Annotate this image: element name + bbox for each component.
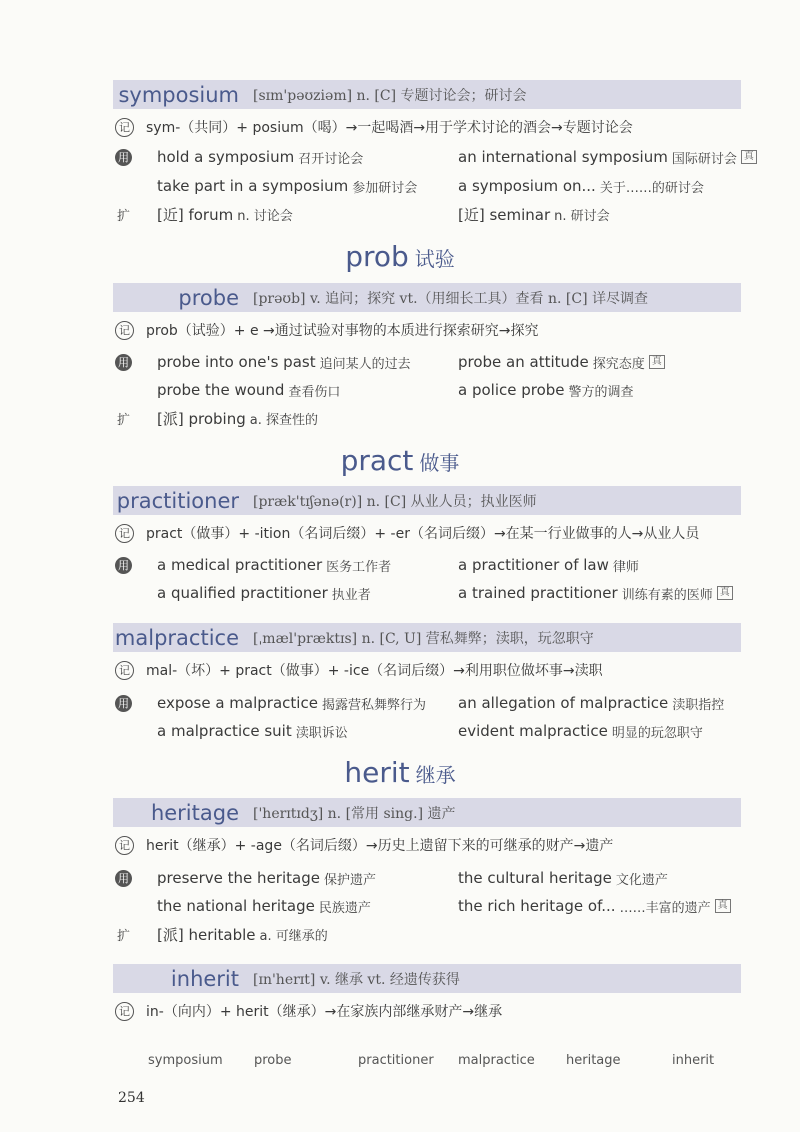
- usage-cn: 渎职指控: [672, 697, 725, 713]
- usage-row: [115, 146, 144, 168]
- usage-en: hold a symposium: [157, 148, 295, 166]
- usage-item: [157, 720, 348, 742]
- usage-en: preserve the heritage: [157, 869, 320, 887]
- usage-en: a qualified practitioner: [157, 584, 328, 602]
- usage-en: a police probe: [458, 381, 565, 399]
- mnemonic-row: [115, 1000, 502, 1022]
- entry-header-symposium: [113, 80, 741, 109]
- headword: symposium: [118, 82, 239, 107]
- footer-word: malpractice: [458, 1053, 535, 1068]
- definition: ['herɪtɪdʒ] n. [常用 sing.] 遗产: [253, 805, 456, 822]
- headword: malpractice: [114, 625, 239, 650]
- extension-item: [458, 203, 610, 225]
- section-title-prob: [0, 240, 800, 273]
- usage-cn: 执业者: [331, 587, 371, 603]
- root-gloss: 继承: [415, 763, 456, 787]
- usage-item: [157, 379, 340, 401]
- usage-item: [157, 895, 371, 917]
- mnemonic-icon: 记: [115, 661, 134, 680]
- usage-cn: 民族遗产: [318, 900, 371, 916]
- usage-en: the rich heritage of...: [458, 897, 616, 915]
- extension-cn: a. 探查性的: [249, 412, 318, 428]
- usage-cn: 明显的玩忽职守: [611, 725, 703, 741]
- definition: [ɪn'herɪt] v. 继承 vt. 经遗传获得: [253, 971, 460, 988]
- headword: inherit: [170, 966, 239, 991]
- usage-item: [458, 720, 703, 742]
- entry-header-practitioner: [113, 486, 741, 515]
- extension-item: [157, 923, 328, 945]
- mnemonic-icon: 记: [115, 118, 134, 137]
- usage-cn: 医务工作者: [326, 559, 392, 575]
- exam-tag: 真: [649, 355, 665, 369]
- extension-en: [近] forum: [157, 205, 234, 224]
- mnemonic-text: mal-（坏）+ pract（做事）+ -ice（名词后缀）→利用职位做坏事→渎职: [146, 663, 603, 679]
- extension-en: [派] heritable: [157, 925, 256, 944]
- usage-en: an international symposium: [458, 148, 668, 166]
- usage-en: a practitioner of law: [458, 556, 609, 574]
- extension-row: [115, 203, 144, 225]
- usage-item: [157, 582, 371, 604]
- usage-item: [458, 146, 757, 168]
- root-gloss: 做事: [419, 451, 460, 475]
- mnemonic-row: [115, 319, 539, 341]
- usage-item: [157, 692, 426, 714]
- usage-cn: 国际研讨会: [671, 151, 737, 167]
- entry-header-malpractice: [113, 623, 741, 652]
- usage-row: [115, 351, 144, 373]
- headword: probe: [178, 285, 239, 310]
- extension-icon: 扩: [116, 412, 130, 428]
- usage-en: a malpractice suit: [157, 722, 292, 740]
- mnemonic-text: prob（试验）+ e →通过试验对事物的本质进行探索研究→探究: [146, 323, 539, 339]
- mnemonic-text: herit（继承）+ -age（名词后缀）→历史上遗留下来的可继承的财产→遗产: [146, 838, 614, 854]
- headword: practitioner: [116, 488, 239, 513]
- usage-item: [157, 867, 376, 889]
- usage-en: probe an attitude: [458, 353, 589, 371]
- extension-row: [115, 923, 144, 945]
- usage-en: probe the wound: [157, 381, 285, 399]
- extension-cn: n. 讨论会: [237, 208, 293, 224]
- usage-item: [157, 146, 363, 168]
- extension-icon: 扩: [116, 928, 130, 944]
- section-title-herit: [0, 756, 800, 789]
- usage-cn: ……丰富的遗产: [619, 900, 711, 916]
- usage-cn: 警方的调查: [568, 384, 634, 400]
- usage-icon: 用: [115, 870, 132, 887]
- usage-item: [458, 867, 668, 889]
- usage-cn: 文化遗产: [615, 872, 668, 888]
- exam-tag: 真: [717, 586, 733, 600]
- usage-en: a medical practitioner: [157, 556, 323, 574]
- usage-en: a trained practitioner: [458, 584, 618, 602]
- footer-word: inherit: [672, 1053, 715, 1068]
- usage-cn: 召开讨论会: [298, 151, 364, 167]
- usage-icon: 用: [115, 557, 132, 574]
- exam-tag: 真: [715, 899, 731, 913]
- root-gloss: 试验: [414, 247, 455, 271]
- usage-item: [458, 895, 731, 917]
- mnemonic-icon: 记: [115, 1002, 134, 1021]
- usage-row: [115, 554, 144, 576]
- footer-word: practitioner: [358, 1053, 434, 1068]
- usage-item: [458, 379, 634, 401]
- usage-item: [157, 175, 417, 197]
- usage-icon: 用: [115, 354, 132, 371]
- footer-word: symposium: [148, 1053, 223, 1068]
- definition: [prəʊb] v. 追问；探究 vt.（用细长工具）查看 n. [C] 详尽调查: [253, 290, 648, 307]
- usage-cn: 参加研讨会: [352, 180, 418, 196]
- usage-cn: 查看伤口: [288, 384, 341, 400]
- mnemonic-text: pract（做事）+ -ition（名词后缀）+ -er（名词后缀）→在某一行业做事的人→从业人员: [146, 526, 700, 542]
- root-word: pract: [340, 444, 414, 477]
- root-word: prob: [345, 240, 409, 273]
- usage-cn: 关于……的研讨会: [599, 180, 704, 196]
- extension-item: [157, 407, 318, 429]
- extension-cn: a. 可继承的: [259, 928, 328, 944]
- usage-cn: 保护遗产: [323, 872, 376, 888]
- extension-cn: n. 研讨会: [554, 208, 610, 224]
- usage-en: an allegation of malpractice: [458, 694, 669, 712]
- usage-item: [157, 554, 391, 576]
- usage-item: [458, 351, 665, 373]
- usage-item: [458, 692, 724, 714]
- usage-cn: 揭露营私舞弊行为: [321, 697, 426, 713]
- extension-row: [115, 407, 144, 429]
- usage-icon: 用: [115, 695, 132, 712]
- usage-item: [458, 554, 639, 576]
- mnemonic-row: [115, 834, 613, 856]
- mnemonic-icon: 记: [115, 836, 134, 855]
- extension-icon: 扩: [116, 208, 130, 224]
- usage-row: [115, 692, 144, 714]
- definition: [præk'tɪʃənə(r)] n. [C] 从业人员；执业医师: [253, 493, 537, 510]
- extension-item: [157, 203, 293, 225]
- usage-en: the national heritage: [157, 897, 315, 915]
- usage-en: expose a malpractice: [157, 694, 318, 712]
- mnemonic-row: [115, 522, 699, 544]
- usage-cn: 律师: [612, 559, 639, 575]
- usage-item: [157, 351, 411, 373]
- usage-en: take part in a symposium: [157, 177, 349, 195]
- usage-en: evident malpractice: [458, 722, 608, 740]
- usage-cn: 探究态度: [592, 356, 645, 372]
- usage-cn: 渎职诉讼: [295, 725, 348, 741]
- section-title-pract: [0, 444, 800, 477]
- entry-header-inherit: [113, 964, 741, 993]
- usage-row: [115, 867, 144, 889]
- mnemonic-row: [115, 116, 633, 138]
- extension-en: [近] seminar: [458, 205, 551, 224]
- headword: heritage: [150, 800, 239, 825]
- usage-cn: 追问某人的过去: [319, 356, 411, 372]
- root-word: herit: [344, 756, 410, 789]
- usage-cn: 训练有素的医师: [621, 587, 713, 603]
- extension-en: [派] probing: [157, 409, 246, 428]
- mnemonic-icon: 记: [115, 524, 134, 543]
- usage-en: the cultural heritage: [458, 869, 612, 887]
- footer-word: probe: [254, 1053, 292, 1068]
- definition: [sɪm'pəʊziəm] n. [C] 专题讨论会；研讨会: [253, 87, 527, 104]
- exam-tag: 真: [741, 150, 757, 164]
- footer-word: heritage: [566, 1053, 621, 1068]
- mnemonic-text: sym-（共同）+ posium（喝）→一起喝酒→用于学术讨论的酒会→专题讨论会: [146, 120, 633, 136]
- mnemonic-icon: 记: [115, 321, 134, 340]
- page-number: 254: [118, 1090, 145, 1106]
- mnemonic-row: [115, 659, 603, 681]
- usage-icon: 用: [115, 149, 132, 166]
- usage-item: [458, 582, 733, 604]
- mnemonic-text: in-（向内）+ herit（继承）→在家族内部继承财产→继承: [146, 1004, 503, 1020]
- definition: [ˌmæl'præktɪs] n. [C, U] 营私舞弊；渎职，玩忽职守: [253, 630, 594, 647]
- entry-header-probe: [113, 283, 741, 312]
- entry-header-heritage: [113, 798, 741, 827]
- usage-item: [458, 175, 704, 197]
- usage-en: probe into one's past: [157, 353, 316, 371]
- usage-en: a symposium on...: [458, 177, 596, 195]
